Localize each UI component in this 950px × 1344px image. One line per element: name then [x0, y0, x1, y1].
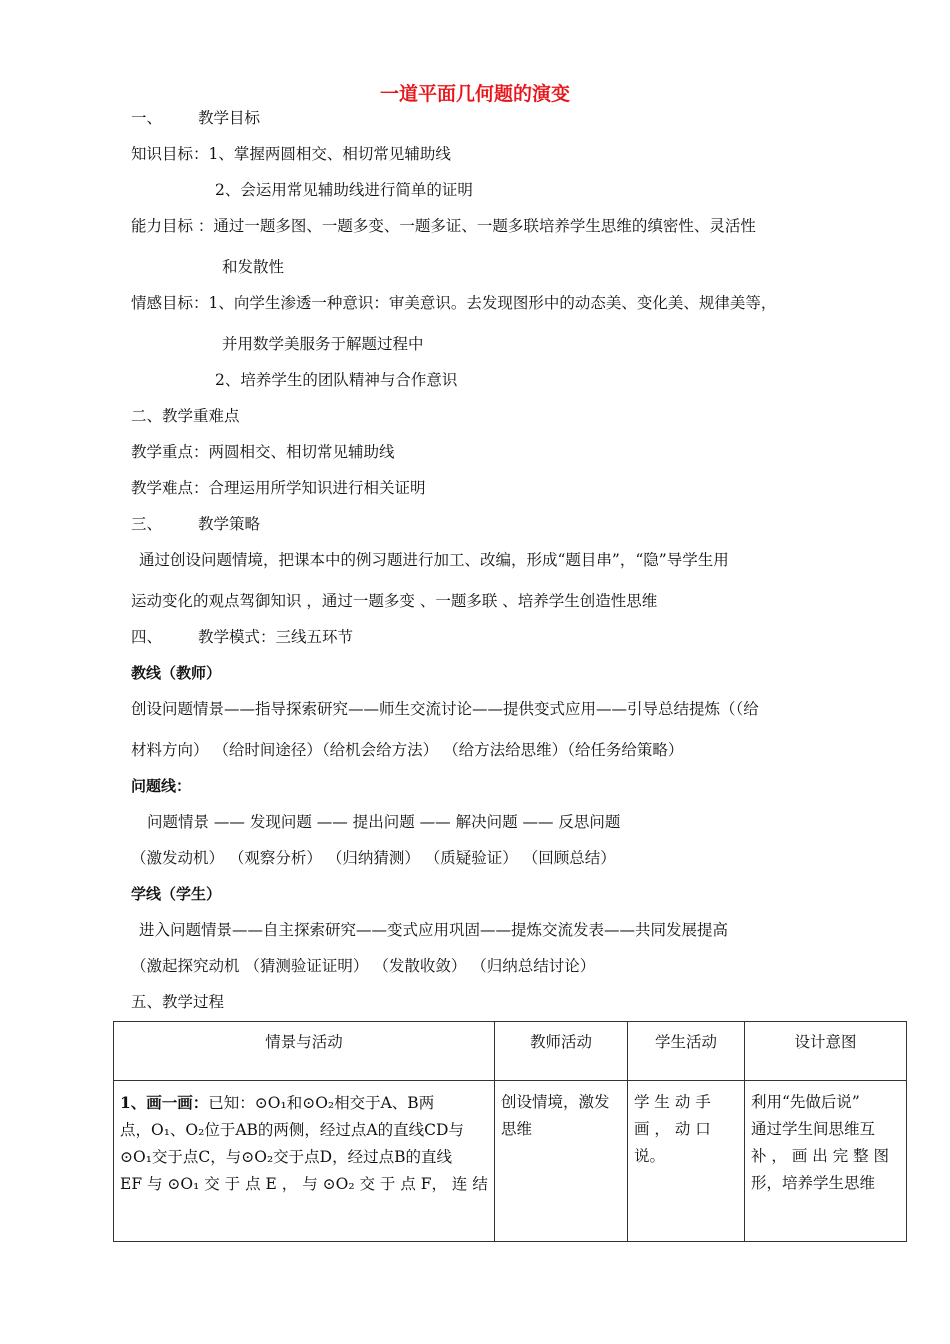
activity-text-3: ⊙O₁交于点C，与⊙O₂交于点D，经过点B的直线 — [120, 1148, 452, 1166]
design-intent-text-1: 利用“先做后说” — [751, 1093, 860, 1111]
cell-scenario-activity — [114, 1081, 495, 1242]
emotion-goal-3: 2、培养学生的团队精神与合作意识 — [215, 371, 458, 389]
header-design-intent: 设计意图 — [745, 1022, 907, 1081]
strategy-text-2: 运动变化的观点驾御知识 ，通过一题多变 、一题多联 、培养学生创造性思维 — [131, 592, 658, 610]
activity-text-1: 已知：⊙O₁和⊙O₂相交于A、B两 — [208, 1094, 435, 1112]
page-title: 一道平面几何题的演变 — [379, 83, 570, 105]
ability-goal-1: 能力目标 ：通过一题多图、一题多变、一题多证、一题多联培养学生思维的缜密性、灵活性 — [131, 217, 756, 235]
problem-line-text-2: （激发动机） （观察分析） （归纳猜测） （质疑验证） （回顾总结） — [131, 849, 616, 867]
section-1-heading: 教学目标 — [198, 109, 261, 127]
teacher-activity-text-2: 思维 — [501, 1120, 533, 1138]
teaching-key-point: 教学重点：两圆相交、相切常见辅助线 — [131, 443, 395, 461]
teacher-line-text-1: 创设问题情景——指导探索研究——师生交流讨论——提供变式应用——引导总结提炼（（给 — [131, 700, 759, 718]
cell-student-activity — [628, 1081, 745, 1242]
section-1-number: 一、 — [131, 109, 163, 127]
student-activity-text-3: 说。 — [634, 1147, 666, 1165]
student-line-heading: 学线（学生） — [131, 885, 222, 903]
header-scenario-activity: 情景与活动 — [114, 1022, 495, 1081]
teacher-line-text-2: 材料方向） （给时间途径）（给机会给方法） （给方法给思维）（给任务给策略） — [131, 741, 684, 759]
knowledge-goal-1: 知识目标：1、掌握两圆相交、相切常见辅助线 — [131, 145, 451, 163]
section-4-number: 四、 — [131, 628, 163, 646]
emotion-goal-1: 情感目标：1、向学生渗透一种意识：审美意识。去发现图形中的动态美、变化美、规律美等， — [131, 294, 777, 312]
knowledge-goal-2: 2、会运用常见辅助线进行简单的证明 — [215, 181, 473, 199]
student-line-text-1: 进入问题情景——自主探索研究——变式应用巩固——提炼交流发表——共同发展提高 — [139, 921, 729, 939]
section-3-heading: 教学策略 — [198, 515, 261, 533]
teaching-process-table — [113, 1021, 907, 1242]
header-teacher-activity: 教师活动 — [495, 1022, 628, 1081]
student-activity-text-2: 画 ， 动 口 — [634, 1120, 711, 1138]
teacher-activity-text-1: 创设情境，激发 — [501, 1093, 610, 1111]
design-intent-text-4: 形，培养学生思维 — [751, 1174, 876, 1192]
section-4-heading: 教学模式：三线五环节 — [198, 628, 354, 646]
design-intent-text-3: 补 ， 画 出 完 整 图 — [751, 1147, 890, 1165]
table-row — [114, 1081, 907, 1242]
problem-line-text-1: 问题情景 —— 发现问题 —— 提出问题 —— 解决问题 —— 反思问题 — [147, 813, 621, 831]
ability-goal-2: 和发散性 — [222, 258, 285, 276]
activity-text-2: 点，O₁、O₂位于AB的两侧，经过点A的直线CD与 — [120, 1121, 464, 1139]
header-student-activity: 学生活动 — [628, 1022, 745, 1081]
activity-title: 1、画一画： — [120, 1093, 209, 1112]
student-line-text-2: （激起探究动机 （猜测验证证明） （发散收敛） （归纳总结讨论） — [131, 957, 596, 975]
cell-teacher-activity — [495, 1081, 628, 1242]
teacher-line-heading: 教线（教师） — [131, 664, 222, 682]
student-activity-text-1: 学 生 动 手 — [634, 1093, 711, 1111]
emotion-goal-2: 并用数学美服务于解题过程中 — [222, 335, 424, 353]
section-5-heading: 五、教学过程 — [131, 993, 225, 1011]
section-2-heading: 二、教学重难点 — [131, 407, 240, 425]
table-header-row — [114, 1022, 907, 1081]
activity-text-4: EF 与 ⊙O₁ 交 于 点 E ， 与 ⊙O₂ 交 于 点 F， 连 结 — [120, 1175, 488, 1193]
teaching-difficult-point: 教学难点：合理运用所学知识进行相关证明 — [131, 479, 426, 497]
cell-design-intent — [745, 1081, 907, 1242]
section-3-number: 三、 — [131, 515, 163, 533]
problem-line-heading: 问题线： — [131, 777, 192, 795]
strategy-text-1: 通过创设问题情境，把课本中的例习题进行加工、改编，形成“题目串”，“隐”导学生用 — [139, 551, 729, 569]
design-intent-text-2: 通过学生间思维互 — [751, 1120, 876, 1138]
